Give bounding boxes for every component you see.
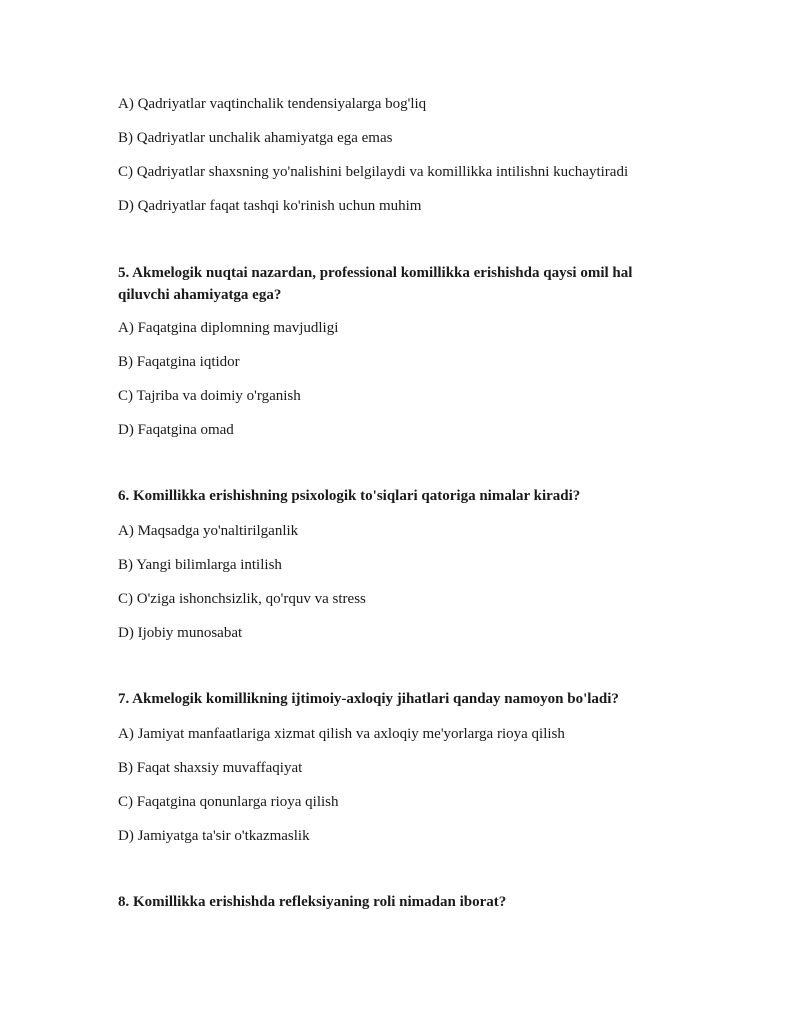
option-b: B) Yangi bilimlarga intilish (118, 557, 282, 573)
option-c: C) Qadriyatlar shaxsning yo'nalishini belgilaydi va komillikka intilishni kuchaytiradi (118, 164, 629, 180)
option-d: D) Qadriyatlar faqat tashqi ko'rinish uchun muhim (118, 198, 422, 214)
question-6: 6. Komillikka erishishning psixologik to'siqlari qatoriga nimalar kiradi? (118, 488, 581, 504)
option-c: C) Tajriba va doimiy o'rganish (118, 388, 301, 404)
question-5: 5. Akmelogik nuqtai nazardan, professional komillikka erishishda qaysi omil hal qiluvchi ahamiyatga ega? (118, 265, 633, 303)
option-a: A) Maqsadga yo'naltirilganlik (118, 523, 299, 539)
option-a: A) Qadriyatlar vaqtinchalik tendensiyalarga bog'liq (118, 96, 427, 112)
option-a: A) Jamiyat manfaatlariga xizmat qilish va axloqiy me'yorlarga rioya qilish (118, 726, 565, 742)
question-7: 7. Akmelogik komillikning ijtimoiy-axloqiy jihatlari qanday namoyon bo'ladi? (118, 691, 619, 707)
option-c: C) Faqatgina qonunlarga rioya qilish (118, 794, 339, 810)
option-b: B) Qadriyatlar unchalik ahamiyatga ega emas (118, 130, 393, 146)
option-b: B) Faqat shaxsiy muvaffaqiyat (118, 760, 303, 776)
option-c: C) O'ziga ishonchsizlik, qo'rquv va stress (118, 591, 366, 607)
question-8: 8. Komillikka erishishda refleksiyaning roli nimadan iborat? (118, 894, 507, 910)
option-d: D) Faqatgina omad (118, 422, 234, 438)
option-b: B) Faqatgina iqtidor (118, 354, 240, 370)
option-a: A) Faqatgina diplomning mavjudligi (118, 320, 339, 336)
option-d: D) Ijobiy munosabat (118, 625, 243, 641)
option-d: D) Jamiyatga ta'sir o'tkazmaslik (118, 828, 310, 844)
